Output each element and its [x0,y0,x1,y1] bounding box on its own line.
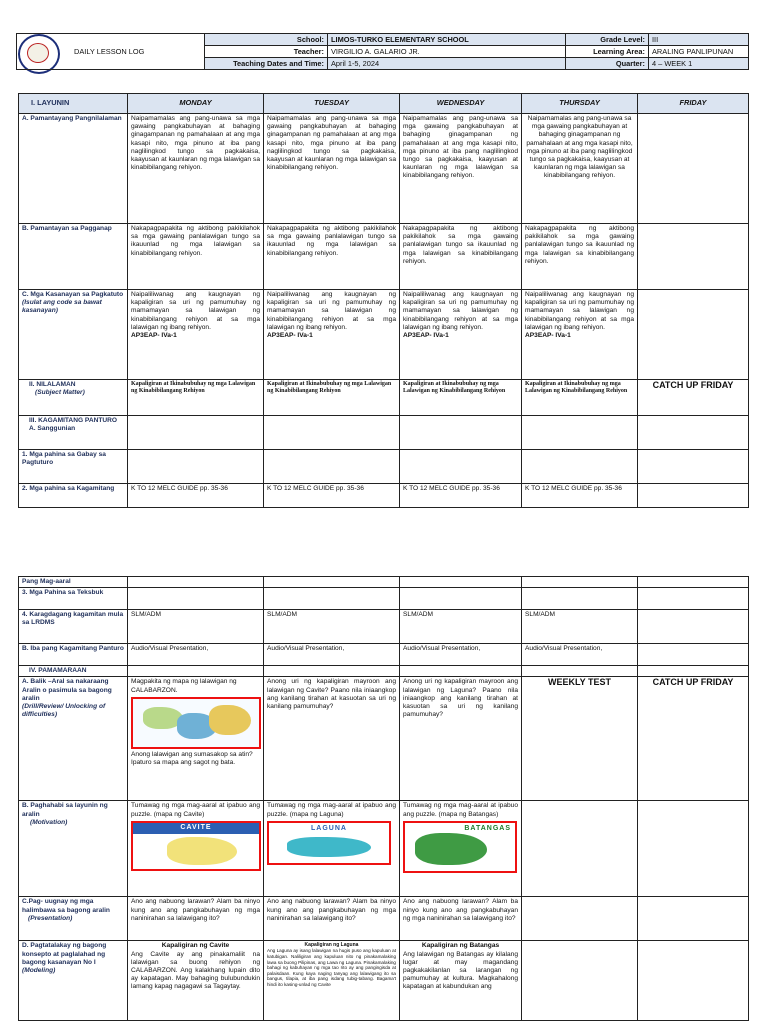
kagamitang-label: III. KAGAMITANG PANTURO [29,417,118,424]
paguugnay-note: (Presentation) [28,914,73,922]
paghahabi-note: (Motivation) [30,818,68,826]
cell-empty [128,577,264,588]
cell-empty [522,416,638,450]
cell-paguugnay-tuesday: Ano ang nabuong larawan? Alam ba ninyo kung ano ang pangkabuhayan ng mga naninirahan sa lalawigang ito? [264,897,400,941]
map-region [167,837,237,865]
row-label-pagtatalakay [19,941,128,1021]
balik-aral-monday-question: Anong lalawigan ang sumasakop sa atin? [131,750,253,758]
kasanayan-code: AP3EAP- IVa-1 [267,332,313,340]
cell-empty [400,666,522,677]
teacher-value: VIRGILIO A. GALARIO JR. [328,46,566,58]
row-label-paghahabi [19,801,128,897]
cell-empty [638,941,749,1021]
cell-empty [264,577,400,588]
cell-pagtatalakay-tuesday [264,941,400,1021]
cell-c-monday [128,290,264,380]
cell-b-friday [638,224,749,290]
balik-aral-monday-intro: Magpakita ng mapa ng lalawigan ng CALABARZON. [131,678,237,694]
cell-c-tuesday [264,290,400,380]
header-table [16,33,749,70]
learning-area-label: Learning Area: [566,46,649,58]
laguna-map-image [267,821,391,865]
cell-c-thursday [522,290,638,380]
balik-aral-monday-instruction: Ipaturo sa mapa ang sagot ng bata. [131,759,236,767]
cell-empty [638,801,749,897]
cell-b-wednesday: Nakapagpapakita ng aktibong pakikilahok sa mga gawaing panlalawigan tungo sa ikauunlad ng mga lalawigan sa kinabibilangang rehiyon. [400,224,522,290]
cell-empty [638,416,749,450]
cavite-map-image [131,821,261,871]
cell-av-tuesday: Audio/Visual Presentation, [264,644,400,666]
cell-lrdms-wednesday: SLM/ADM [400,610,522,644]
cell-empty [522,450,638,484]
day-monday: MONDAY [128,94,264,114]
cell-balik-aral-tuesday: Anong uri ng kapaligiran mayroon ang lalawigan ng Cavite? Paano nila iniaangkop ang kanilang tirahan at kasuotan sa uri ng kanilang pamumuhay? [264,677,400,801]
cell-empty [128,450,264,484]
row-label-pang-mag-aaral: Pang Mag-aaral [19,577,128,588]
row-label-iba-pang-kagamitan: B. Iba pang Kagamitang Panturo [19,644,128,666]
dates-label: Teaching Dates and Time: [205,58,328,70]
day-thursday: THURSDAY [522,94,638,114]
row-label-lrdms: 4. Karagdagang kagamitan mula sa LRDMS [19,610,128,644]
cell-nilalaman-wednesday: Kapaligiran at Ikinabubuhay ng mga Lalawigan ng Kinabibilangang Rehiyon [400,380,522,416]
cell-empty [522,941,638,1021]
kasanayan-note: (Isulat ang code sa bawat kasanayan) [22,299,102,315]
kasanayan-code: AP3EAP- IVa-1 [525,332,571,340]
cell-paghahabi-tuesday [264,801,400,897]
kasanayan-code: AP3EAP- IVa-1 [131,332,177,340]
cell-b-tuesday: Nakapagpapakita ng aktibong pakikilahok sa mga gawaing panlalawigan tungo sa ikauunlad ng mga lalawigan sa kinabibilangang rehiyon. [264,224,400,290]
cell-lrdms-monday: SLM/ADM [128,610,264,644]
cell-empty [638,588,749,610]
cell-empty [638,450,749,484]
cell-empty [638,644,749,666]
cell-catch-up-friday: CATCH UP FRIDAY [638,677,749,801]
cell-lrdms-tuesday: SLM/ADM [264,610,400,644]
batangas-map-image [403,821,517,873]
batangas-heading: Kapaligiran ng Batangas [421,942,500,950]
laguna-map-title: LAGUNA [311,824,347,832]
cell-empty [264,416,400,450]
map-region [415,833,487,865]
cell-b-monday: Nakapagpapakita ng aktibong pakikilahok sa mga gawaing panlalawigan tungo sa ikauunlad ng mga lalawigan sa kinabibilangang rehiyon. [128,224,264,290]
cavite-paragraph: Ang Cavite ay ang pinakamaliit na lalawigan sa buong rehiyon ng CALABARZON. Ang kalakhang lupain dito ay kapatagan. May bahaging bulubundukin lamang kapag nagagawi sa Tagaytay. [131,950,260,991]
cell-nilalaman-tuesday: Kapaligiran at Ikinabubuhay ng mga Lalawigan ng Kinabibilangang Rehiyon [264,380,400,416]
cell-paghahabi-monday [128,801,264,897]
batangas-paragraph: Ang lalawigan ng Batangas ay kilalang lugar at may magandang pagkakakilanlan sa larangan ng pamumuhay at kultura. Magkahalong kapatagan at kabundukan ang [403,950,518,991]
row-label-balik-aral [19,677,128,801]
cell-kagamitang-wednesday: K TO 12 MELC GUIDE pp. 35-36 [400,484,522,508]
cell-empty [638,577,749,588]
paghahabi-monday-text: Tumawag ng mga mag-aaral at ipabuo ang puzzle. (mapa ng Cavite) [131,802,260,818]
laguna-paragraph: Ang Laguna ay isang lalawigan na hugis puso ang kapuluan at katubigan. Naliligiran ang kapuluan nito ng pinakamalaking lawa sa buong Pilipinas, ang Lawa ng Laguna. Pinakamalaking bahagi ng kabuhayan ng mga tao rito ay ang pangingisda at palaisdaan. Kung kaya naging tanyag ang lalawigang ito sa bangus, tilapia, at iba pang isdang tubig-tabang. Bagama't hindi ito kasing-unlad ng Cavite [267,948,396,987]
balik-aral-label: A. Balik –Aral sa nakaraang Aralin o pasimula sa bagong aralin [22,678,112,702]
grade-label: Grade Level: [566,34,649,46]
row-label-teksbuk: 3. Mga Pahina sa Teksbuk [19,588,128,610]
cell-empty [400,450,522,484]
kasanayan-text: Naipaliliwanag ang kaugnayan ng kapaligiran sa uri ng pamumuhay ng mamamayan sa lalawigan ng kinabibilangang rehiyon at sa mga lalawigan ng ibang rehiyon. [525,291,634,331]
row-label-pamamaraan: IV. PAMAMARAAN [19,666,128,677]
cell-empty [128,666,264,677]
cell-empty [264,450,400,484]
day-tuesday: TUESDAY [264,94,400,114]
kasanayan-text: Naipaliliwanag ang kaugnayan ng kapaligiran sa uri ng pamumuhay ng mamamayan sa lalawigan ng kinabibilangang rehiyon at sa mga lalawigan ng ibang rehiyon. [403,291,518,331]
cell-pagtatalakay-monday [128,941,264,1021]
row-label-pamantayang-pangnilalaman: A. Pamantayang Pangnilalaman [19,114,128,224]
cell-av-thursday: Audio/Visual Presentation, [522,644,638,666]
row-label-paguugnay [19,897,128,941]
cavite-heading: Kapaligiran ng Cavite [161,942,230,950]
day-wednesday: WEDNESDAY [400,94,522,114]
day-friday: FRIDAY [638,94,749,114]
cell-paguugnay-monday: Ano ang nabuong larawan? Alam ba ninyo kung ano ang pangkabuhayan ng mga naninirahan sa lalawigang ito? [128,897,264,941]
cell-a-monday: Naipamamalas ang pang-unawa sa mga gawaing pangkabuhayan at bahaging ginagampanan ng pamahalaan at ang mga kasapi nito, mga pinuno at iba pang naglilingkod tungo sa pagkakaisa, kaayusan at kaunlaran ng mga lalawigan sa kinabibilangang rehiyon. [128,114,264,224]
cell-a-thursday: Naipamamalas ang pang-unawa sa mga gawaing pangkabuhayan at bahaging ginagampanan ng pamahalaan at ang mga kasapi nito, mga pinuno at iba pang naglilingkod tungo sa pagkakaisa, kaayusan at kaunlaran ng mga lalawigan sa kinabibilangang rehiyon. [522,114,638,224]
row-label-kagamitang-pahina: 2. Mga pahina sa Kagamitang [19,484,128,508]
school-label: School: [205,34,328,46]
layunin-heading: I. LAYUNIN [19,94,128,114]
cell-empty [638,897,749,941]
cell-empty [400,577,522,588]
cell-empty [264,588,400,610]
school-value: LIMOS-TURKO ELEMENTARY SCHOOL [328,34,566,46]
cell-empty [128,416,264,450]
paguugnay-label: C.Pag- uugnay ng mga halimbawa sa bagong aralin [22,898,110,914]
cell-empty [128,588,264,610]
cell-kagamitang-tuesday: K TO 12 MELC GUIDE pp. 35-36 [264,484,400,508]
lesson-table-page-2 [18,576,749,1021]
row-label-pamantayan-sa-pagganap: B. Pamantayan sa Pagganap [19,224,128,290]
cell-paguugnay-wednesday: Ano ang nabuong larawan? Alam ba ninyo kung ano ang pangkabuhayan ng mga naninirahan sa lalawigang ito? [400,897,522,941]
cell-empty [264,666,400,677]
cell-empty [638,484,749,508]
cell-balik-aral-wednesday: Anong uri ng kapaligiran mayroon ang lalawigan ng Laguna? Paano nila iniaangkop ang kanilang tirahan at kasuotan sa uri ng kanilang pamumuhay? [400,677,522,801]
kasanayan-label: C. Mga Kasanayan sa Pagkatuto [22,291,124,298]
cell-empty [400,588,522,610]
paghahabi-label: B. Paghahabi sa layunin ng aralin [22,802,108,818]
laguna-heading: Kapaligiran ng Laguna [304,942,359,949]
balik-aral-note: (Drill/Review/ Unlocking of difficulties) [22,703,106,719]
cell-nilalaman-friday: CATCH UP FRIDAY [638,380,749,416]
cell-av-wednesday: Audio/Visual Presentation, [400,644,522,666]
cell-empty [400,416,522,450]
teacher-label: Teacher: [205,46,328,58]
pagtatalakay-label: D. Pagtatalakay ng bagong konsepto at paglalahad ng bagong kasanayan No I [22,942,107,966]
row-label-nilalaman [19,380,128,416]
row-label-gabay-sa-pagtuturo: 1. Mga pahina sa Gabay sa Pagtuturo [19,450,128,484]
kasanayan-code: AP3EAP- IVa-1 [403,332,449,340]
cell-c-wednesday [400,290,522,380]
nilalaman-note: (Subject Matter) [35,389,85,397]
quarter-label: Quarter: [566,58,649,70]
cell-empty [522,666,638,677]
sanggunian-label: A. Sanggunian [29,425,76,433]
cell-empty [638,610,749,644]
map-region [287,837,371,857]
cell-lrdms-thursday: SLM/ADM [522,610,638,644]
cell-kagamitang-thursday: K TO 12 MELC GUIDE pp. 35-36 [522,484,638,508]
cell-paghahabi-wednesday [400,801,522,897]
cell-nilalaman-thursday: Kapaligiran at Ikinabubuhay ng mga Lalawigan ng Kinabibilangang Rehiyon [522,380,638,416]
paghahabi-wednesday-text: Tumawag ng mga mag-aaral at ipabuo ang puzzle. (mapa ng Batangas) [403,802,518,818]
cell-a-tuesday: Naipamamalas ang pang-unawa sa mga gawaing pangkabuhayan at bahaging ginagampanan ng pamahalaan at ang mga kasapi nito, mga pinuno at iba pang naglilingkod tungo sa pagkakaisa, kaayusan at kaunlaran ng mga lalawigan sa kinabibilangang rehiyon. [264,114,400,224]
cell-empty [522,897,638,941]
cell-a-wednesday: Naipamamalas ang pang-unawa sa mga gawaing pangkabuhayan at bahaging ginagampanan ng pamahalaan at ang mga kasapi nito, mga pinuno at iba pang naglilingkod tungo sa pagkakaisa, kaayusan at kaunlaran ng mga lalawigan sa kinabibilangang rehiyon. [400,114,522,224]
lesson-table-page-1 [18,93,749,508]
daily-lesson-log-title: DAILY LESSON LOG [17,34,205,70]
cell-b-thursday: Nakapagpapakita ng aktibong pakikilahok sa mga gawaing panlalawigan tungo sa ikauunlad ng mga lalawigan sa kinabibilangang rehiyon. [522,224,638,290]
cell-c-friday [638,290,749,380]
cavite-map-title: CAVITE [180,823,212,831]
cell-empty [522,801,638,897]
paghahabi-tuesday-text: Tumawag ng mga mag-aaral at ipabuo ang puzzle. (mapa ng Laguna) [267,802,396,818]
cell-av-monday: Audio/Visual Presentation, [128,644,264,666]
kasanayan-text: Naipaliliwanag ang kaugnayan ng kapaligiran sa uri ng pamumuhay ng mamamayan sa lalawigan ng kinabibilangang rehiyon at sa mga lalawigan ng ibang rehiyon. [267,291,396,331]
dates-value: April 1-5, 2024 [328,58,566,70]
cell-pagtatalakay-wednesday [400,941,522,1021]
nilalaman-label: II. NILALAMAN [29,381,76,388]
row-label-kagamitang-panturo [19,416,128,450]
quarter-value: 4 – WEEK 1 [649,58,749,70]
cell-empty [522,588,638,610]
cell-empty [638,666,749,677]
pagtatalakay-note: (Modeling) [22,967,56,975]
cell-weekly-test: WEEKLY TEST [522,677,638,801]
map-region [209,705,251,735]
batangas-map-title: BATANGAS [464,824,511,832]
row-label-kasanayan [19,290,128,380]
cell-empty [522,577,638,588]
calabarzon-map-image [131,697,261,749]
cell-nilalaman-monday: Kapaligiran at Ikinabubuhay ng mga Lalawigan ng Kinabibilangang Rehiyon [128,380,264,416]
cell-balik-aral-monday [128,677,264,801]
kasanayan-text: Naipaliliwanag ang kaugnayan ng kapaligiran sa uri ng pamumuhay ng mamamayan sa lalawigan ng kinabibilangang rehiyon at sa mga lalawigan ng ibang rehiyon. [131,291,260,331]
learning-area-value: ARALING PANLIPUNAN [649,46,749,58]
cell-a-friday [638,114,749,224]
cell-kagamitang-monday: K TO 12 MELC GUIDE pp. 35-36 [128,484,264,508]
grade-value: III [649,34,749,46]
